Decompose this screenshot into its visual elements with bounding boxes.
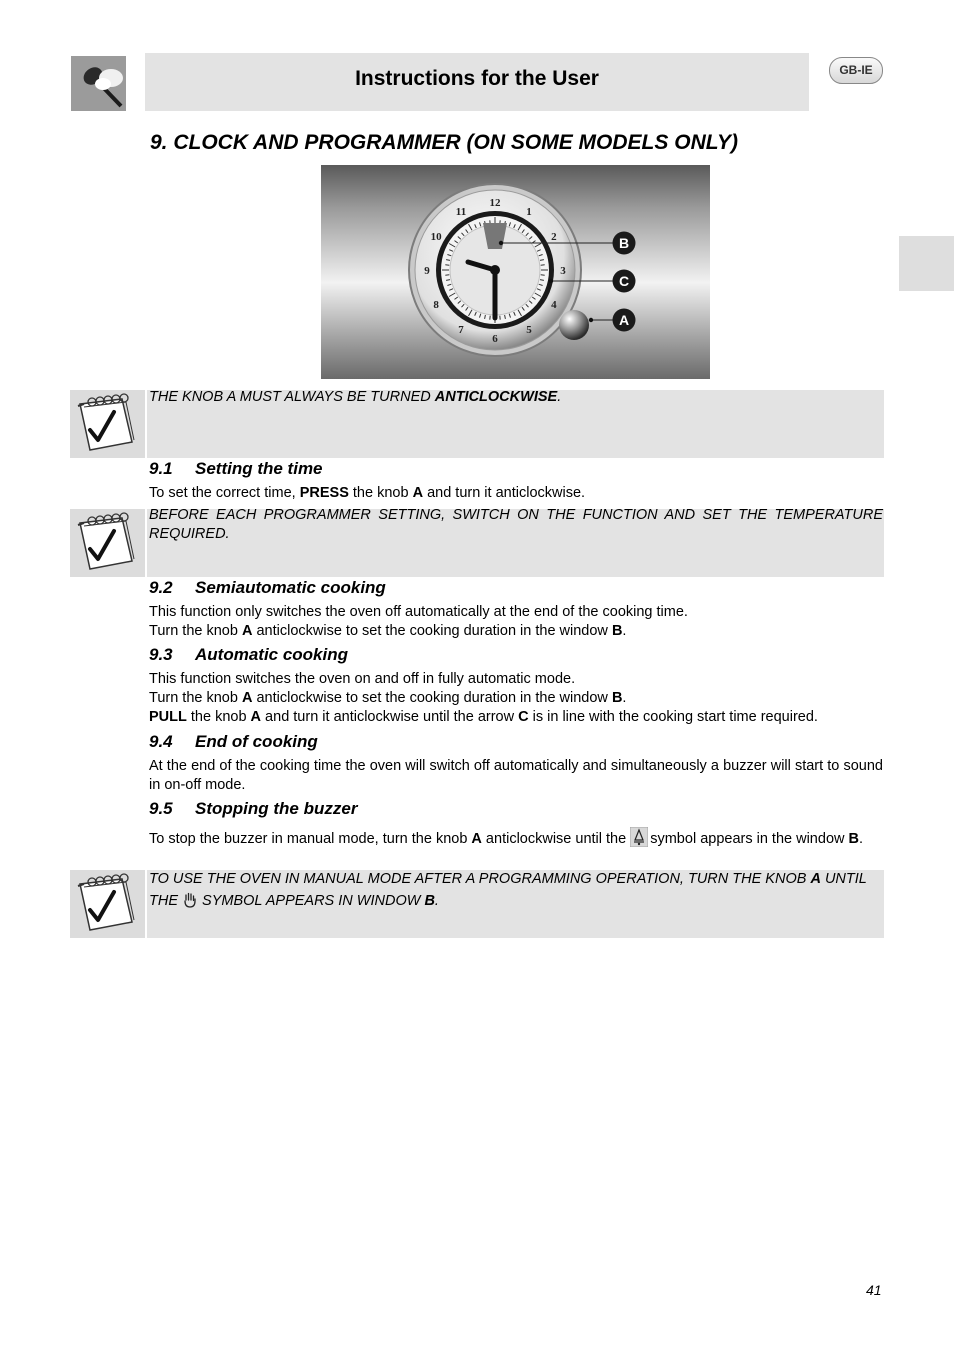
paragraph-9-5: To stop the buzzer in manual mode, turn the knob A anticlockwise until the symbol appears in the window B. [149, 827, 883, 849]
callout-b [613, 232, 636, 255]
language-badge: GB-IE [829, 57, 883, 84]
clock-illustration [321, 165, 710, 379]
paragraph-9-3: This function switches the oven on and off in fully automatic mode. Turn the knob A anticlockwise to set the cooking duration in the window B. PULL the knob A and turn it anticlockwise until the arrow C is in line with the cooking start time required. [149, 671, 818, 725]
note-1-text: THE KNOB A MUST ALWAYS BE TURNED ANTICLOCKWISE. [149, 389, 562, 405]
heading-9-4: 9.4 End of cooking [149, 732, 318, 751]
bell-icon [630, 827, 646, 845]
heading-9-3: 9.3 Automatic cooking [149, 645, 349, 664]
heading-9-1: 9.1 Setting the time [149, 459, 323, 478]
heading-9-5: 9.5 Stopping the buzzer [149, 799, 358, 818]
dial-number: 4 [551, 299, 557, 311]
dial-number: 11 [455, 206, 467, 219]
heading-9-2: 9.2 Semiautomatic cooking [149, 578, 386, 597]
note-icon [70, 390, 145, 458]
clock-figure [321, 165, 710, 379]
note-2-text: BEFORE EACH PROGRAMMER SETTING, SWITCH ON THE FUNCTION AND SET THE TEMPERATURE REQUIRED. [149, 507, 883, 542]
section-title: 9. CLOCK AND PROGRAMMER (ON SOME MODELS ONLY) [150, 131, 738, 154]
note-3-text: TO USE THE OVEN IN MANUAL MODE AFTER A PROGRAMMING OPERATION, TURN THE KNOB A UNTIL THE SYMBOL APPEARS IN WINDOW B. [149, 871, 867, 909]
callout-a [613, 309, 636, 332]
dial-number: 9 [424, 265, 430, 277]
dial-number: 7 [458, 323, 464, 336]
dial-number: 1 [526, 206, 532, 219]
header-bar [145, 53, 809, 111]
dial-number: 10 [430, 231, 442, 243]
callout-c [613, 270, 636, 293]
page-number: 41 [866, 1282, 882, 1298]
svg-text:C: C [618, 273, 630, 289]
header-title: Instructions for the User [355, 67, 599, 90]
paragraph-9-4: At the end of the cooking time the oven will switch off automatically and simultaneously a buzzer will start to sound in on-off mode. [149, 758, 883, 793]
side-tab [899, 236, 954, 291]
svg-text:A: A [618, 312, 630, 328]
dial-number: 12 [489, 197, 501, 209]
dial-number: 8 [433, 299, 439, 311]
note-icon [70, 870, 145, 938]
paragraph-9-2: This function only switches the oven off automatically at the end of the cooking time. Turn the knob A anticlockwise to set the cooking duration in the window B. [149, 604, 688, 639]
dial-number: 3 [560, 265, 566, 277]
paragraph-9-1: To set the correct time, PRESS the knob A and turn it anticlockwise. [149, 485, 586, 501]
note-icon [70, 509, 145, 577]
dial-number: 2 [551, 231, 557, 243]
dial-number: 5 [526, 323, 532, 336]
brand-logo-icon [71, 56, 126, 111]
dial-number: 6 [492, 333, 498, 345]
svg-text:B: B [618, 235, 630, 251]
hand-icon [182, 891, 198, 909]
